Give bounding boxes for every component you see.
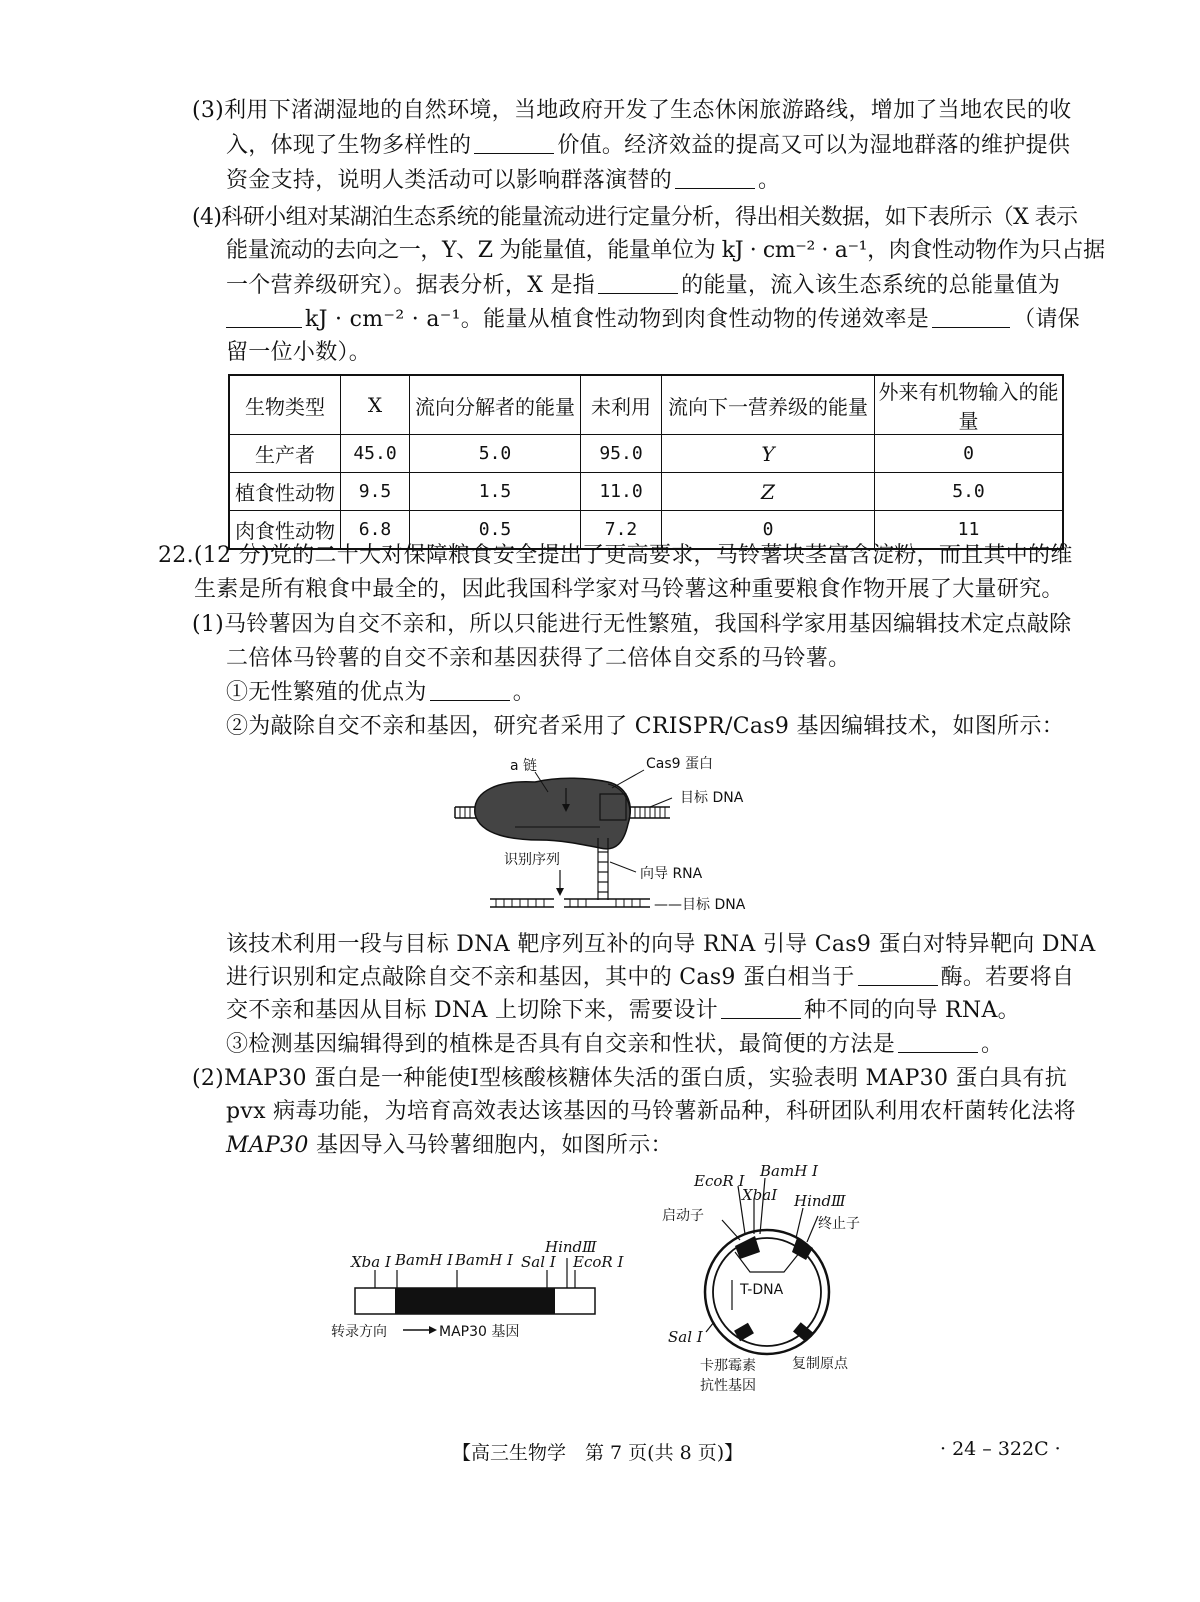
q22-intro-line1: 22.(12 分)党的二十大对保障粮食安全提出了更高要求，马铃薯块茎富含淀粉，而且其中的维 bbox=[158, 543, 1073, 568]
exam-code: · 24 – 322C · bbox=[940, 1438, 1061, 1460]
q22-after-line3 bbox=[226, 996, 1020, 1026]
q21-p4-line5: 留一位小数）。 bbox=[226, 340, 372, 365]
text: （请保 bbox=[1013, 307, 1080, 332]
table-cell: 肉食性动物 bbox=[229, 511, 341, 550]
answer-blank[interactable] bbox=[932, 307, 1010, 328]
map30-gene-block bbox=[395, 1288, 555, 1314]
kanamycin-gene-block bbox=[734, 1323, 754, 1341]
label-tdna: T-DNA bbox=[740, 1282, 784, 1298]
label-map30-gene: MAP30 基因 bbox=[439, 1324, 520, 1340]
table-cell: 6.8 bbox=[341, 511, 410, 550]
cas9-protein-shape bbox=[475, 778, 630, 849]
table-cell: 1.5 bbox=[410, 473, 581, 511]
answer-blank[interactable] bbox=[721, 998, 801, 1019]
q22-s3 bbox=[226, 1030, 1003, 1060]
table-cell: 7.2 bbox=[581, 511, 662, 550]
label-plasmid-hind: HindⅢ bbox=[794, 1192, 846, 1210]
label-kanamycin-1: 卡那霉素 bbox=[700, 1358, 756, 1374]
table-row bbox=[229, 435, 1063, 473]
table-cell: 11.0 bbox=[581, 473, 662, 511]
text: 价值。经济效益的提高又可以为湿地群落的维护提供 bbox=[557, 133, 1071, 158]
q22-p2-line1: (2)MAP30 蛋白是一种能使Ⅰ型核酸核糖体失活的蛋白质，实验表明 MAP30 蛋白具有抗 bbox=[192, 1066, 1068, 1091]
label-cas9: Cas9 蛋白 bbox=[646, 756, 714, 772]
text: 一个营养级研究）。据表分析，X 是指 bbox=[226, 273, 596, 298]
table-header: 生物类型 bbox=[229, 375, 341, 435]
q22-p2-line3 bbox=[226, 1131, 673, 1161]
text: 种不同的向导 RNA。 bbox=[803, 998, 1020, 1023]
table-cell: 11 bbox=[875, 511, 1064, 550]
q22-p1-line1: (1)马铃薯因为自交不亲和，所以只能进行无性繁殖，我国科学家用基因编辑技术定点敲除 bbox=[192, 612, 1072, 637]
q22-p1-line2: 二倍体马铃薯的自交不亲和基因获得了二倍体自交系的马铃薯。 bbox=[226, 646, 851, 671]
page-footer: 【高三生物学 第 7 页(共 8 页)】 bbox=[452, 1442, 744, 1464]
text: 资金支持，说明人类活动可以影响群落演替的 bbox=[226, 168, 673, 193]
table-header: 流向分解者的能量 bbox=[410, 375, 581, 435]
label-guide-rna: 向导 RNA bbox=[640, 866, 703, 882]
text: ①无性繁殖的优点为 bbox=[226, 680, 427, 705]
label-replication-origin: 复制原点 bbox=[792, 1356, 848, 1372]
text: MAP30 bbox=[226, 1133, 309, 1158]
answer-blank[interactable] bbox=[858, 965, 938, 986]
answer-blank[interactable] bbox=[226, 307, 302, 328]
table-cell: 45.0 bbox=[341, 435, 410, 473]
text: 基因导入马铃薯细胞内，如图所示： bbox=[308, 1133, 673, 1158]
label-hind: HindⅢ bbox=[545, 1238, 597, 1256]
table-header: 流向下一营养级的能量 bbox=[662, 375, 875, 435]
label-xba: Xba Ⅰ bbox=[351, 1253, 391, 1271]
table-cell: 生产者 bbox=[229, 435, 341, 473]
label-recognition-sequence: 识别序列 bbox=[504, 852, 560, 868]
label-target-dna-bottom: ——目标 DNA bbox=[654, 897, 746, 913]
energy-table bbox=[228, 374, 1064, 550]
label-plasmid-sal: Sal Ⅰ bbox=[668, 1328, 703, 1346]
table-cell: 5.0 bbox=[875, 473, 1064, 511]
q22-s2: ②为敲除自交不亲和基因，研究者采用了 CRISPR/Cas9 基因编辑技术，如图所示： bbox=[226, 714, 1065, 739]
q21-p4-line4 bbox=[226, 305, 1080, 335]
table-cell: 9.5 bbox=[341, 473, 410, 511]
text: 交不亲和基因从目标 DNA 上切除下来，需要设计 bbox=[226, 998, 718, 1023]
answer-blank[interactable] bbox=[675, 168, 755, 189]
label-a-chain: a 链 bbox=[510, 758, 538, 774]
label-sal: Sal Ⅰ bbox=[521, 1253, 556, 1271]
q22-after-line2 bbox=[226, 963, 1074, 993]
text: 。 bbox=[512, 680, 536, 705]
table-cell: 0 bbox=[662, 511, 875, 550]
text: ③检测基因编辑得到的植株是否具有自交亲和性状，最简便的方法是 bbox=[226, 1032, 896, 1057]
answer-blank[interactable] bbox=[598, 273, 678, 294]
text: 。 bbox=[981, 1032, 1004, 1057]
q21-p4-line2: 能量流动的去向之一，Y、Z 为能量值，能量单位为 kJ · cm⁻² · a⁻¹，肉食性动物作为只占据 bbox=[226, 238, 1105, 263]
q21-p3-line2 bbox=[226, 131, 1070, 161]
label-target-dna-top: 目标 DNA bbox=[680, 790, 744, 806]
text: 。 bbox=[758, 168, 781, 193]
label-plasmid-bamh1: BamH Ⅰ bbox=[760, 1162, 818, 1180]
q22-intro-line2: 生素是所有粮食中最全的，因此我国科学家对马铃薯这种重要粮食作物开展了大量研究。 bbox=[194, 577, 1064, 602]
table-cell: 5.0 bbox=[410, 435, 581, 473]
q22-s1 bbox=[226, 678, 535, 708]
label-ecor1: EcoR Ⅰ bbox=[573, 1253, 624, 1271]
table-cell: Y bbox=[662, 435, 875, 473]
q21-p4-line3 bbox=[226, 271, 1060, 301]
answer-blank[interactable] bbox=[898, 1032, 978, 1053]
table-cell: 95.0 bbox=[581, 435, 662, 473]
label-bamh1-a: BamH Ⅰ bbox=[395, 1251, 453, 1269]
plasmid-diagram bbox=[650, 1160, 900, 1400]
q21-p3-line3 bbox=[226, 166, 780, 196]
label-bamh1-b: BamH Ⅰ bbox=[455, 1251, 513, 1269]
table-cell: 0 bbox=[875, 435, 1064, 473]
label-kanamycin-2: 抗性基因 bbox=[700, 1378, 756, 1394]
text: 进行识别和定点敲除自交不亲和基因，其中的 Cas9 蛋白相当于 bbox=[226, 965, 855, 990]
crispr-cas9-diagram bbox=[440, 752, 780, 924]
table-row bbox=[229, 473, 1063, 511]
table-cell: Z bbox=[662, 473, 875, 511]
text: 的能量，流入该生态系统的总能量值为 bbox=[681, 273, 1061, 298]
q21-p3-line1: (3)利用下渚湖湿地的自然环境，当地政府开发了生态休闲旅游路线，增加了当地农民的收 bbox=[192, 98, 1072, 123]
label-plasmid-xba: XbaⅠ bbox=[742, 1186, 778, 1204]
q22-p2-line2: pvx 病毒功能，为培育高效表达该基因的马铃薯新品种，科研团队利用农杆菌转化法将 bbox=[226, 1099, 1076, 1124]
answer-blank[interactable] bbox=[430, 680, 510, 701]
q21-p4-line1: (4)科研小组对某湖泊生态系统的能量流动进行定量分析，得出相关数据，如下表所示（X 表示 bbox=[192, 205, 1078, 230]
label-direction: 转录方向 bbox=[331, 1324, 387, 1340]
label-plasmid-ecor1: EcoR Ⅰ bbox=[694, 1172, 745, 1190]
text: kJ · cm⁻² · a⁻¹。能量从植食性动物到肉食性动物的传递效率是 bbox=[305, 307, 930, 332]
label-terminator: 终止子 bbox=[818, 1216, 860, 1232]
table-header: X bbox=[341, 375, 410, 435]
target-dna-bottom bbox=[490, 899, 650, 907]
q22-after-line1: 该技术利用一段与目标 DNA 靶序列互补的向导 RNA 引导 Cas9 蛋白对特异靶向 DNA bbox=[226, 932, 1096, 957]
table-cell: 0.5 bbox=[410, 511, 581, 550]
table-cell: 植食性动物 bbox=[229, 473, 341, 511]
text: 入，体现了生物多样性的 bbox=[226, 133, 472, 158]
table-header: 未利用 bbox=[581, 375, 662, 435]
table-header-row bbox=[229, 375, 1063, 435]
answer-blank[interactable] bbox=[474, 133, 554, 154]
map30-gene-diagram bbox=[325, 1230, 645, 1350]
text: 酶。若要将自 bbox=[940, 965, 1075, 990]
table-header: 外来有机物输入的能量 bbox=[875, 375, 1064, 435]
label-promoter: 启动子 bbox=[662, 1208, 704, 1224]
